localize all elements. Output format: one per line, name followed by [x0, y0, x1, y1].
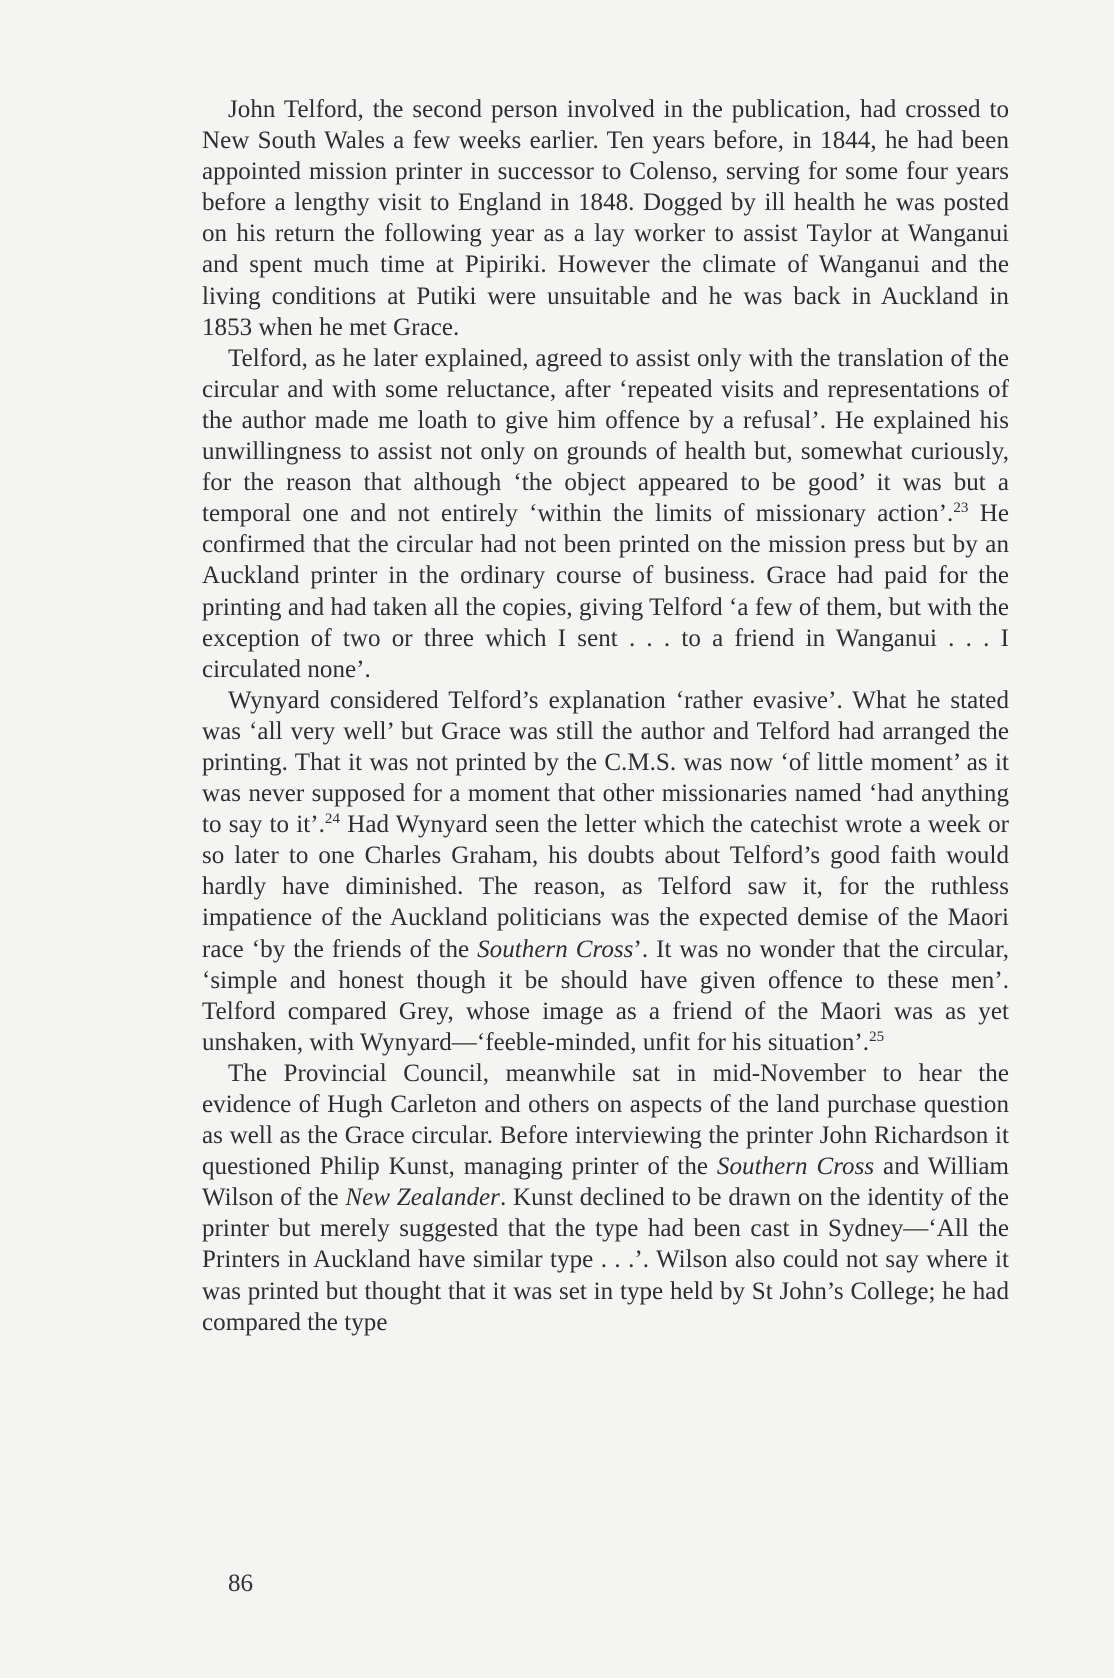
paragraph: [202, 1058, 1009, 1338]
paragraph: [202, 343, 1009, 685]
footnote-ref: 23: [953, 500, 969, 517]
text-run: He confirmed that the circular had not been printed on the mission press but by an Auckland printer in the ordinary course of business. Grace had paid for the printing and had taken all the copies, giving Telford ‘a few of them, but with the exception of two or three which I sent . . . to a friend in Wanganui . . . I circulated none’.: [202, 500, 1009, 683]
italic-title: Southern Cross: [477, 935, 634, 963]
text-run: ’. It was no wonder that the circular, ‘simple and honest though it be should have given offence to these men’. Telford compared Grey, whose image as a friend of the Maori was as yet unshaken, with Wynyard—‘feeble-minded, unfit for his situation’.: [202, 935, 1009, 1056]
text-run: The Provincial Council, meanwhile sat in mid-November to hear the evidence of Hugh Carleton and others on aspects of the land purchase question as well as the Grace circular. Before interviewing the printer John Richardson it questioned Philip Kunst, managing printer of the: [202, 1059, 1009, 1181]
text-run: Had Wynyard seen the letter which the catechist wrote a week or so later to one Charles Graham, his doubts about Telford’s good faith would hardly have diminished. The reason, as Telford saw it, for the ruthless impatience of the Auckland politicians was the expected demise of the Maori race ‘by the friends of the: [202, 811, 1009, 963]
paragraph: [202, 685, 1009, 1058]
text-run: Wynyard considered Telford’s explanation ‘rather evasive’. What he stated was ‘all very well’ but Grace was still the author and Telford had arranged the printing. That it was not printed by the C.M.S. was now ‘of little moment’ as it was never supposed for a moment that other missionaries named ‘had anything to say to it’.: [202, 686, 1009, 839]
paragraph: [202, 94, 1009, 343]
text-run: and William Wilson of the: [202, 1153, 1010, 1212]
text-run: . Kunst declined to be drawn on the identity of the printer but merely suggested that the type had been cast in Sydney—‘All the Printers in Auckland have similar type . . .’. Wilson also could not say where it was printed but thought that it was set in type held by St John’s College; he had compared the type: [202, 1184, 1009, 1336]
footnote-ref: 24: [324, 811, 341, 828]
footnote-ref: 25: [869, 1028, 885, 1045]
text-run: Telford, as he later explained, agreed to assist only with the translation of the circular and with some reluctance, after ‘repeated visits and representations of the author made me loath to give him offence by a refusal’. He explained his unwillingness to assist not only on grounds of health but, somewhat curiously, for the reason that although ‘the object appeared to be good’ it was but a temporal one and not entirely ‘within the limits of missionary action’.: [202, 344, 1009, 528]
italic-title: New Zealander: [345, 1184, 500, 1212]
italic-title: Southern Cross: [716, 1153, 875, 1181]
page-number: 86: [228, 1570, 253, 1597]
text-run: John Telford, the second person involved in the publication, had crossed to New South Wales a few weeks earlier. Ten years before, in 1844, he had been appointed mission printer in successor to Colenso, serving for some four years before a lengthy visit to England in 1848. Dogged by ill health he was posted on his return the following year as a lay worker to assist Taylor at Wanganui and spent much time at Pipiriki. However the climate of Wanganui and the living conditions at Putiki were unsuitable and he was back in Auckland in 1853 when he met Grace.: [202, 96, 1009, 341]
body-text: [202, 94, 1009, 1338]
